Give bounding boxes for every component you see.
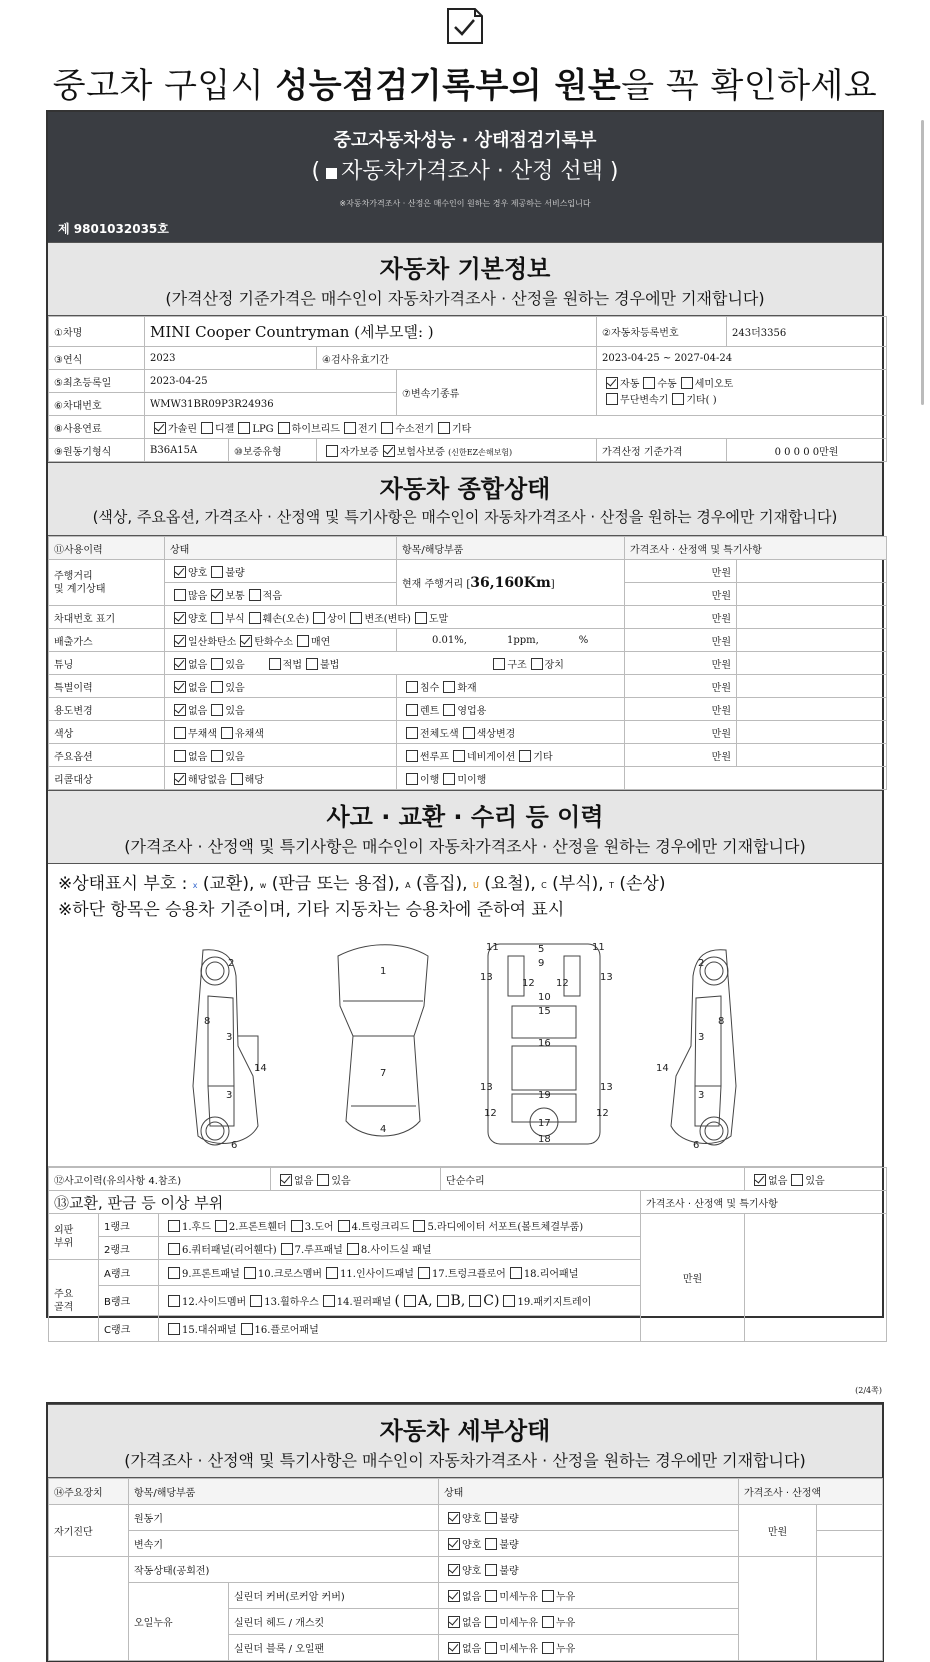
row-label: 외판 부위	[49, 1214, 99, 1260]
note-cell[interactable]	[817, 1531, 883, 1557]
label: ⑤최초등록일	[49, 370, 145, 393]
col-header: 상태	[165, 537, 397, 560]
checkbox[interactable]	[280, 1174, 292, 1186]
checkbox[interactable]	[215, 1220, 227, 1232]
note-cell[interactable]	[745, 1214, 887, 1342]
checkbox[interactable]	[174, 773, 186, 785]
usage-parts: 렌트 영업용	[397, 698, 625, 721]
checklist-icon	[445, 6, 485, 46]
row-label: 차대번호 표기	[49, 606, 165, 629]
checkbox[interactable]	[437, 1295, 449, 1307]
inspection-sheet-page2	[46, 110, 884, 1336]
checkbox[interactable]	[154, 422, 166, 434]
checkbox[interactable]	[791, 1174, 803, 1186]
svg-text:13: 13	[600, 1082, 613, 1093]
simple-opts: 없음 있음	[745, 1168, 887, 1191]
svg-text:13: 13	[600, 972, 613, 983]
svg-text:10: 10	[538, 992, 551, 1003]
won-label: 만원	[739, 1505, 817, 1557]
checkbox[interactable]	[240, 635, 252, 647]
filled-square-icon	[326, 168, 337, 179]
note-cell[interactable]	[737, 721, 887, 744]
car-top-front	[338, 945, 428, 1136]
leak2-opts: 없음 미세누유 누유	[439, 1609, 739, 1635]
option-opts: 없음 있음	[165, 744, 397, 767]
checkbox[interactable]	[754, 1174, 766, 1186]
checkbox[interactable]	[531, 658, 543, 670]
note-cell[interactable]	[737, 675, 887, 698]
label: ⑩보증유형	[229, 439, 317, 462]
checkbox[interactable]	[278, 422, 290, 434]
svg-text:19: 19	[538, 1090, 551, 1101]
checkbox[interactable]	[211, 589, 223, 601]
checkbox[interactable]	[211, 566, 223, 578]
checkbox[interactable]	[250, 1295, 262, 1307]
won-label: 만원	[625, 606, 737, 629]
checkbox[interactable]	[463, 727, 475, 739]
trans-opts: 양호 불량	[439, 1531, 739, 1557]
leak1-opts: 없음 미세누유 누유	[439, 1583, 739, 1609]
svg-text:15: 15	[538, 1006, 551, 1017]
checkbox[interactable]	[443, 773, 455, 785]
checkbox[interactable]	[174, 681, 186, 693]
checkbox[interactable]	[406, 681, 418, 693]
checkbox[interactable]	[174, 658, 186, 670]
base-price: 0 0 0 0 0만원	[727, 439, 887, 462]
op-opts: 양호 불량	[439, 1557, 739, 1583]
col-header: 상태	[439, 1479, 739, 1505]
checkbox[interactable]	[241, 1323, 253, 1335]
checkbox[interactable]	[469, 1295, 481, 1307]
won-label: 만원	[625, 652, 737, 675]
won-label: 만원	[625, 698, 737, 721]
trans-opts: 자동 수동 세미오토 무단변속기 기타( )	[597, 370, 887, 416]
row-label: 주요 골격	[49, 1260, 99, 1342]
note-cell[interactable]	[737, 606, 887, 629]
svg-text:3: 3	[226, 1090, 233, 1101]
checkbox[interactable]	[519, 750, 531, 762]
checkbox[interactable]	[174, 589, 186, 601]
form-header	[48, 112, 882, 242]
checkbox[interactable]	[510, 1267, 522, 1279]
row-label: ⑫사고이력(유의사항 4.참조)	[49, 1168, 271, 1191]
blank-cell	[49, 1557, 129, 1661]
recall-parts: 이행 미이행	[397, 767, 625, 790]
vin: WMW31BR09P3R24936	[145, 393, 397, 416]
note-cell[interactable]	[737, 629, 887, 652]
basic-info-section	[48, 242, 882, 316]
item-label: 작동상태(공회전)	[129, 1557, 439, 1583]
col-header: 가격조사 · 산정액 및 특기사항	[641, 1191, 887, 1214]
label: ①차명	[49, 317, 145, 347]
section-subtitle: (가격조사 · 산정액 및 특기사항은 매수인이 자동차가격조사 · 산정을 원하는 경우에만 기재합니다)	[124, 1451, 806, 1470]
checkbox[interactable]	[406, 773, 418, 785]
checkbox[interactable]	[406, 727, 418, 739]
rank-label: B랭크	[99, 1286, 159, 1316]
mileage-opts: 양호 불량	[165, 560, 397, 583]
engine-opts: 양호 불량	[439, 1505, 739, 1531]
checkbox[interactable]	[542, 1616, 554, 1628]
mileage-level-opts: 많음 보통 적음	[165, 583, 397, 606]
checkbox[interactable]	[350, 612, 362, 624]
checkbox[interactable]	[672, 393, 684, 405]
note-cell[interactable]	[737, 560, 887, 583]
row-label: 주행거리 및 계기상태	[49, 560, 165, 606]
first-reg: 2023-04-25	[145, 370, 397, 393]
checkbox[interactable]	[485, 1538, 497, 1550]
checkbox[interactable]	[211, 658, 223, 670]
checkbox[interactable]	[174, 566, 186, 578]
form-subtitle: ( 자동차가격조사 · 산정 선택 )	[311, 159, 619, 184]
row-label: 자기진단	[49, 1505, 129, 1557]
checkbox[interactable]	[174, 635, 186, 647]
checkbox[interactable]	[406, 704, 418, 716]
svg-text:7: 7	[380, 1068, 387, 1079]
rank-label: 2랭크	[99, 1237, 159, 1260]
rankA-items: 9.프론트패널 10.크로스멤버 11.인사이드패널 17.트렁크플로어 18.리어패널	[159, 1260, 641, 1286]
form-title: 중고자동차성능 · 상태점검기록부	[333, 130, 597, 151]
checkbox[interactable]	[448, 1512, 460, 1524]
note-cell[interactable]	[739, 1557, 817, 1661]
won-label: 만원	[625, 721, 737, 744]
won-label: 만원	[625, 675, 737, 698]
rank1-items: 1.후드 2.프론트휀더 3.도어 4.트렁크리드 5.라디에이터 서포트(볼트체결부품)	[159, 1214, 641, 1237]
checkbox[interactable]	[249, 589, 261, 601]
checkbox[interactable]	[168, 1295, 180, 1307]
checkbox[interactable]	[291, 1220, 303, 1232]
note-cell[interactable]	[817, 1505, 883, 1531]
checkbox[interactable]	[221, 727, 233, 739]
checkbox[interactable]	[453, 750, 465, 762]
checkbox[interactable]	[606, 377, 618, 389]
note-cell[interactable]	[737, 652, 887, 675]
svg-text:12: 12	[522, 978, 535, 989]
basic-info-table	[48, 316, 887, 462]
svg-text:3: 3	[698, 1090, 705, 1101]
checkbox[interactable]	[485, 1590, 497, 1602]
rank-label: C랭크	[99, 1316, 159, 1342]
checkbox[interactable]	[347, 1243, 359, 1255]
part-label: 실린더 커버(로커암 커버)	[229, 1583, 439, 1609]
section-subtitle: (가격조사 · 산정액 및 특기사항은 매수인이 자동차가격조사 · 산정을 원하는 경우에만 기재합니다)	[124, 837, 806, 856]
headline: 중고차 구입시 성능점검기록부의 원본을 꼭 확인하세요	[52, 66, 878, 106]
usage-opts: 없음 있음	[165, 698, 397, 721]
row-label: 튜닝	[49, 652, 165, 675]
col-header: 가격조사 · 산정액	[739, 1479, 883, 1505]
car-name: MINI Cooper Countryman (세부모델: )	[145, 317, 597, 347]
svg-text:2: 2	[228, 958, 235, 969]
checkbox[interactable]	[326, 1267, 338, 1279]
car-diagram	[48, 936, 882, 1167]
rank-label: A랭크	[99, 1260, 159, 1286]
checkbox[interactable]	[383, 445, 395, 457]
checkbox[interactable]	[211, 612, 223, 624]
checkbox[interactable]	[168, 1323, 180, 1335]
label: ④검사유효기간	[317, 347, 597, 370]
row-label: 특별이력	[49, 675, 165, 698]
symbol-legend: ※상태표시 부호 : x (교환), w (판금 또는 용접), A (흠집), U (요철), C (부식), T (손상) ※하단 항목은 승용차 기준이며, 기타 지동차는 승용차에 준하여 표시	[48, 864, 882, 922]
item-label: 오일누유	[129, 1583, 229, 1661]
checkbox[interactable]	[344, 422, 356, 434]
col-header: 항목/해당부품	[129, 1479, 439, 1505]
part-label: 실린더 헤드 / 개스킷	[229, 1609, 439, 1635]
accident-section	[48, 790, 882, 864]
checkbox[interactable]	[415, 612, 427, 624]
svg-text:6: 6	[231, 1140, 238, 1151]
recall-opts: 해당없음 해당	[165, 767, 397, 790]
section-title: 사고 · 교환 · 수리 등 이력	[326, 803, 604, 831]
option-parts: 썬루프 네비게이션 기타	[397, 744, 625, 767]
checkbox[interactable]	[448, 1616, 460, 1628]
checkbox[interactable]	[281, 1243, 293, 1255]
checkbox[interactable]	[174, 704, 186, 716]
svg-text:12: 12	[556, 978, 569, 989]
leak3-opts: 없음 미세누유 누유	[439, 1635, 739, 1661]
item-label: 변속기	[129, 1531, 439, 1557]
rank-label: 1랭크	[99, 1214, 159, 1237]
checkbox[interactable]	[211, 750, 223, 762]
label: ⑨원동기형식	[49, 439, 145, 462]
row-label: 리콜대상	[49, 767, 165, 790]
checkbox[interactable]	[168, 1220, 180, 1232]
won-label: 만원	[625, 560, 737, 583]
svg-text:12: 12	[596, 1108, 609, 1119]
checkbox[interactable]	[485, 1616, 497, 1628]
checkbox[interactable]	[443, 681, 455, 693]
svg-text:16: 16	[538, 1038, 551, 1049]
checkbox[interactable]	[503, 1295, 515, 1307]
fuel-opts: 가솔린 디젤 LPG 하이브리드 전기 수소전기 기타	[145, 416, 887, 439]
hist-opts: 없음 있음	[271, 1168, 441, 1191]
gas-values: 0.01%, 1ppm, %	[397, 629, 625, 652]
engine-type: B36A15A	[145, 439, 229, 462]
rank2-items: 6.쿼터패널(리어휀다) 7.루프패널 8.사이드실 패널	[159, 1237, 641, 1260]
col-header: ⑪사용이력	[49, 537, 165, 560]
won-label: 만원	[625, 744, 737, 767]
won-label: 만원	[641, 1214, 745, 1342]
checkbox[interactable]	[418, 1267, 430, 1279]
passenger-car-note: ※하단 항목은 승용차 기준이며, 기타 지동차는 승용차에 준하여 표시	[58, 900, 565, 920]
rankB-items: 12.사이드멤버 13.휠하우스 14.필러패널 ( A, B, C) 19.패키지트레이	[159, 1286, 641, 1316]
year: 2023	[145, 347, 317, 370]
row-label: 단순수리	[441, 1168, 745, 1191]
row-label: 용도변경	[49, 698, 165, 721]
inspect-period: 2023-04-25 ~ 2027-04-24	[597, 347, 887, 370]
svg-text:8: 8	[204, 1016, 211, 1027]
svg-text:13: 13	[480, 1082, 493, 1093]
checkbox[interactable]	[174, 727, 186, 739]
note-cell[interactable]	[737, 698, 887, 721]
svg-text:3: 3	[698, 1032, 705, 1043]
general-state-table	[48, 536, 887, 790]
checkbox[interactable]	[174, 750, 186, 762]
section-title: 자동차 기본정보	[379, 255, 551, 283]
checkbox[interactable]	[313, 612, 325, 624]
checkbox[interactable]	[485, 1512, 497, 1524]
svg-text:2: 2	[698, 958, 705, 969]
section-title: 자동차 종합상태	[379, 475, 551, 503]
checkbox[interactable]	[438, 422, 450, 434]
checkbox[interactable]	[404, 1295, 416, 1307]
note-cell[interactable]	[625, 767, 887, 790]
svg-text:14: 14	[254, 1063, 267, 1074]
checkbox[interactable]	[201, 422, 213, 434]
svg-text:11: 11	[592, 942, 605, 953]
checkbox[interactable]	[317, 1174, 329, 1186]
checkbox[interactable]	[211, 704, 223, 716]
checkbox[interactable]	[406, 750, 418, 762]
svg-text:9: 9	[538, 958, 545, 969]
checkbox[interactable]	[606, 393, 618, 405]
note-cell[interactable]	[817, 1557, 883, 1661]
mileage-reading: 현재 주행거리 [36,160Km]	[397, 560, 625, 606]
checkbox[interactable]	[643, 377, 655, 389]
checkbox[interactable]	[211, 681, 223, 693]
gas-opts: 일산화탄소 탄화수소 매연	[165, 629, 397, 652]
checkbox[interactable]	[448, 1590, 460, 1602]
item-label: 원동기	[129, 1505, 439, 1531]
won-label: 만원	[625, 629, 737, 652]
color-parts: 전체도색 색상변경	[397, 721, 625, 744]
label: ③연식	[49, 347, 145, 370]
car-side-right	[656, 950, 736, 1151]
warranty-opts: 자가보증 보험사보증 (신한EZ손해보험)	[317, 439, 597, 462]
checkbox[interactable]	[413, 1220, 425, 1232]
svg-text:17: 17	[538, 1118, 551, 1129]
reg-no: 243더3356	[727, 317, 887, 347]
svg-text:18: 18	[538, 1134, 551, 1145]
svg-text:14: 14	[656, 1063, 669, 1074]
label: ⑧사용연료	[49, 416, 145, 439]
label: 가격산정 기준가격	[597, 439, 727, 462]
accident-table	[48, 1167, 887, 1342]
svg-text:11: 11	[486, 942, 499, 953]
svg-text:4: 4	[380, 1124, 387, 1135]
checkbox[interactable]	[326, 445, 338, 457]
svg-text:6: 6	[693, 1140, 700, 1151]
section-title: 자동차 세부상태	[379, 1417, 551, 1445]
car-frame-top	[480, 942, 613, 1145]
won-label: 만원	[625, 583, 737, 606]
checkbox[interactable]	[249, 612, 261, 624]
col-header: 가격조사 · 산정액 및 특기사항	[625, 537, 887, 560]
svg-text:3: 3	[226, 1032, 233, 1043]
checkbox[interactable]	[244, 1267, 256, 1279]
label: ⑥차대번호	[49, 393, 145, 416]
checkbox[interactable]	[448, 1564, 460, 1576]
svg-text:13: 13	[480, 972, 493, 983]
checkbox[interactable]	[681, 377, 693, 389]
serial-number: 제 9801032035호	[58, 222, 169, 236]
checkbox[interactable]	[306, 658, 318, 670]
checkbox[interactable]	[485, 1564, 497, 1576]
checkbox[interactable]	[238, 422, 250, 434]
scrollbar[interactable]	[921, 120, 924, 405]
checkbox[interactable]	[168, 1243, 180, 1255]
col-header: 항목/해당부품	[397, 537, 625, 560]
part-label: 실린더 블록 / 오일팬	[229, 1635, 439, 1661]
tuning-opts: 없음 있음 적법 불법 구조 장치	[165, 652, 625, 675]
section-subtitle: (색상, 주요옵션, 가격조사 · 산정액 및 특기사항은 매수인이 자동차가격조사 · 산정을 원하는 경우에만 기재합니다)	[92, 508, 838, 526]
detail-section	[48, 1404, 882, 1478]
row-label: 배출가스	[49, 629, 165, 652]
label: ⑦변속기종류	[397, 370, 597, 416]
checkbox[interactable]	[231, 773, 243, 785]
svg-text:8: 8	[718, 1016, 725, 1027]
vin-mark-opts: 양호 부식 훼손(오손) 상이 변조(변타) 도말	[165, 606, 625, 629]
checkbox[interactable]	[323, 1295, 335, 1307]
col-header: ⑭주요장치	[49, 1479, 129, 1505]
special-parts: 침수 화재	[397, 675, 625, 698]
checkbox[interactable]	[297, 635, 309, 647]
section-subtitle: (가격산정 기준가격은 매수인이 자동차가격조사 · 산정을 원하는 경우에만 기재합니다)	[165, 289, 765, 308]
general-state-section	[48, 462, 882, 536]
row-label: 색상	[49, 721, 165, 744]
checkbox[interactable]	[443, 704, 455, 716]
color-opts: 무채색 유채색	[165, 721, 397, 744]
svg-text:5: 5	[538, 944, 545, 955]
rankC-items: 15.대쉬패널 16.플로어패널	[159, 1316, 641, 1342]
car-side-left	[193, 950, 267, 1151]
row-label: 주요옵션	[49, 744, 165, 767]
checkbox[interactable]	[493, 658, 505, 670]
checkbox[interactable]	[542, 1590, 554, 1602]
checkbox[interactable]	[338, 1220, 350, 1232]
label: ②자동차등록번호	[597, 317, 727, 347]
detail-table	[48, 1478, 883, 1661]
checkbox[interactable]	[174, 612, 186, 624]
service-note: ※자동차가격조사 · 산정은 매수인이 원하는 경우 제공하는 서비스입니다	[339, 199, 591, 208]
inspection-sheet-page3	[46, 1402, 884, 1662]
checkbox[interactable]	[448, 1538, 460, 1550]
note-cell[interactable]	[737, 583, 887, 606]
page-number: (2/4쪽)	[855, 1386, 882, 1395]
checkbox[interactable]	[269, 658, 281, 670]
checkbox[interactable]	[381, 422, 393, 434]
parts-title: ⑬교환, 판금 등 이상 부위	[49, 1191, 641, 1214]
note-cell[interactable]	[737, 744, 887, 767]
svg-text:12: 12	[484, 1108, 497, 1119]
svg-text:1: 1	[380, 966, 387, 977]
special-opts: 없음 있음	[165, 675, 397, 698]
checkbox[interactable]	[168, 1267, 180, 1279]
